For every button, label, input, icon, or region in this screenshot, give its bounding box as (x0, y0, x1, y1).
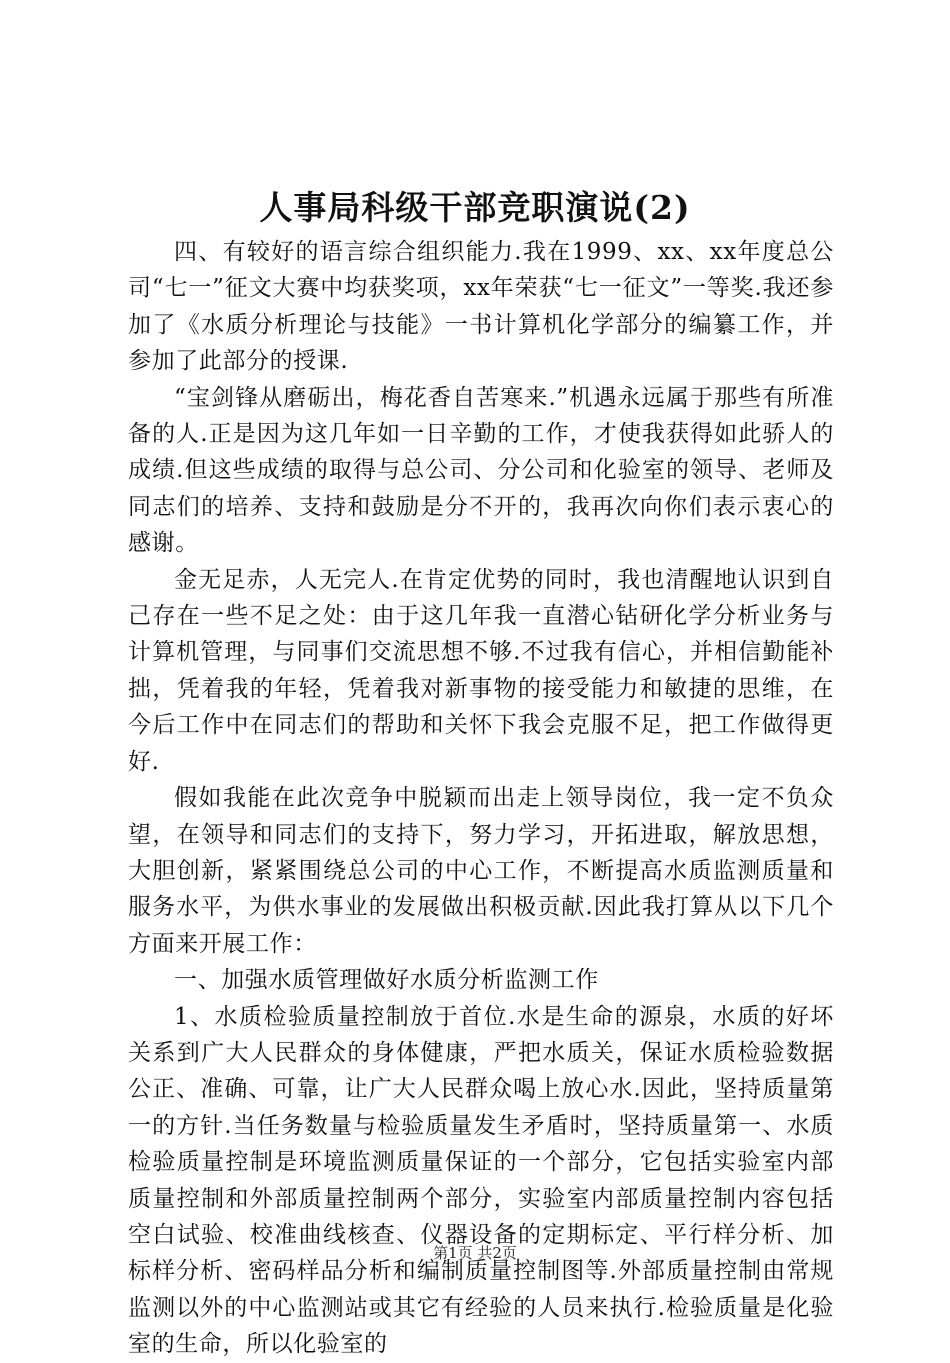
document-body (128, 234, 834, 1363)
page-number-footer: 第1页 共2页 (433, 1244, 517, 1262)
paragraph: 假如我能在此次竞争中脱颖而出走上领导岗位，我一定不负众望，在领导和同志们的支持下，努力学习，开拓进取，解放思想，大胆创新，紧紧围绕总公司的中心工作，不断提高水质监测质量和服务水平，为供水事业的发展做出积极贡献.因此我打算从以下几个方面来开展工作： (128, 785, 834, 957)
paragraph: “宝剑锋从磨砺出，梅花香自苦寒来.”机遇永远属于那些有所准备的人.正是因为这几年如一日辛勤的工作，才使我获得如此骄人的成绩.但这些成绩的取得与总公司、分公司和化验室的领导、老师及同志们的培养、支持和鼓励是分不开的，我再次向你们表示衷心的感谢。 (128, 384, 834, 557)
paragraph: 金无足赤，人无完人.在肯定优势的同时，我也清醒地认识到自己存在一些不足之处：由于这几年我一直潜心钻研化学分析业务与计算机管理，与同事们交流思想不够.不过我有信心，并相信勤能补拙，凭着我的年轻，凭着我对新事物的接受能力和敏捷的思维，在今后工作中在同志们的帮助和关怀下我会克服不足，把工作做得更好. (128, 566, 834, 775)
section-heading: 一、加强水质管理做好水质分析监测工作 (174, 967, 599, 994)
paragraph: 1、水质检验质量控制放于首位.水是生命的源泉，水质的好坏关系到广大人民群众的身体健康，严把水质关，保证水质检验数据公正、准确、可靠，让广大人民群众喝上放心水.因此，坚持质量第一的方针.当任务数量与检验质量发生矛盾时，坚持质量第一、水质检验质量控制是环境监测质量保证的一个部分，它包括实验室内部质量控制和外部质量控制两个部分，实验室内部质量控制内容包括空白试验、校准曲线核查、仪器设备的定期标定、平行样分析、加标样分析、密码样品分析和编制质量控制图等.外部质量控制由常规监测以外的中心监测站或其它有经验的人员来执行.检验质量是化验室的生命，所以化验室的 (128, 1003, 834, 1358)
paragraph: 四、有较好的语言综合组织能力.我在1999、xx、xx年度总公司“七一”征文大赛中均获奖项，xx年荣获“七一征文”一等奖.我还参加了《水质分析理论与技能》一书计算机化学部分的编纂工作，并参加了此部分的授课. (128, 239, 834, 375)
page-title: 人事局科级干部竞职演说(2) (259, 188, 691, 227)
